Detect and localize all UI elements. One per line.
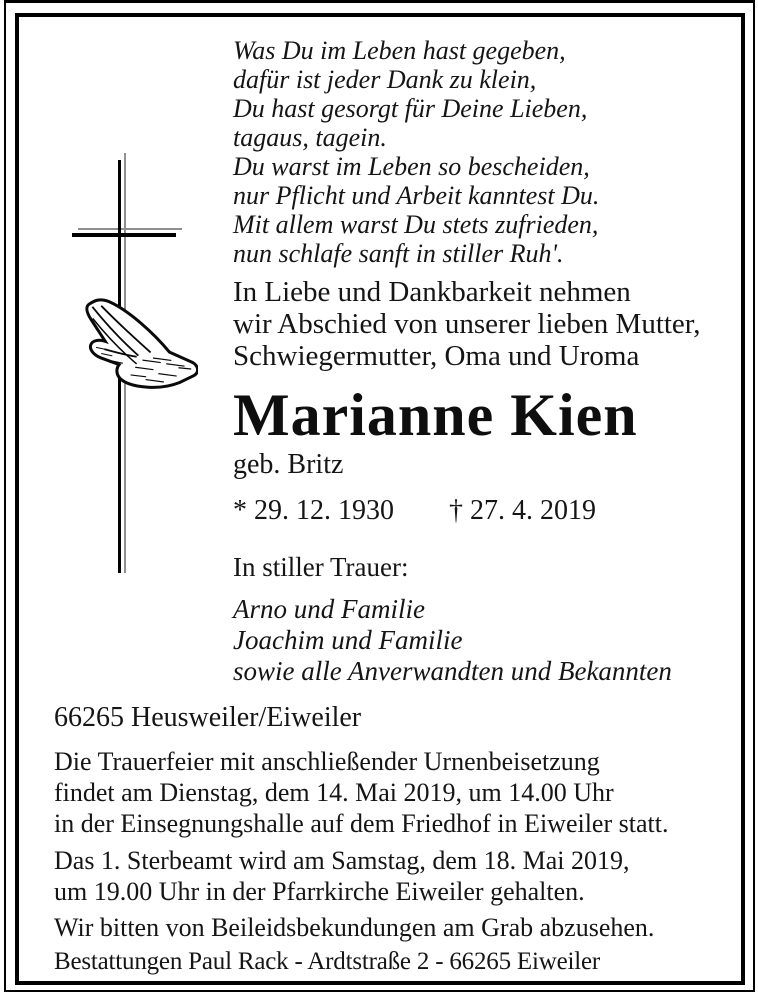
mourner-line: Arno und Familie	[233, 594, 425, 624]
funeral-line: in der Einsegnungshalle auf dem Friedhof in Eiweiler statt.	[54, 809, 669, 838]
funeral-line: Die Trauerfeier mit anschließender Urnenbeisetzung	[54, 747, 600, 776]
life-dates	[233, 496, 733, 526]
condolence-note: Wir bitten von Beileidsbekundungen am Grab abzusehen.	[54, 913, 655, 942]
mourners-list	[233, 594, 733, 687]
praying-hands-icon	[72, 285, 198, 425]
mourner-line: sowie alle Anverwandten und Bekannten	[233, 656, 672, 686]
poem-line: Du hast gesorgt für Deine Lieben,	[233, 94, 588, 123]
mourner-line: Joachim und Familie	[233, 625, 463, 655]
death-date: † 27. 4. 2019	[449, 495, 596, 526]
details-block	[54, 702, 714, 977]
mass-line: Das 1. Sterbeamt wird am Samstag, dem 18. Mai 2019,	[54, 846, 630, 875]
memorial-figure	[50, 135, 220, 590]
undertaker-line: Bestattungen Paul Rack - Ardtstraße 2 - 66265 Eiweiler	[54, 948, 601, 975]
deceased-name: Marianne Kien	[233, 382, 638, 448]
mourning-heading: In stiller Trauer:	[233, 552, 409, 582]
mass-details	[54, 845, 714, 907]
poem-line: Du warst im Leben so bescheiden,	[233, 152, 590, 181]
birth-date: * 29. 12. 1930	[233, 495, 394, 526]
poem-line: nur Pflicht und Arbeit kanntest Du.	[233, 181, 600, 210]
poem-line: tagaus, tagein.	[233, 123, 387, 152]
announcement-column	[233, 36, 733, 687]
maiden-name: geb. Britz	[233, 449, 344, 480]
poem-line: nun schlafe sanft in stiller Ruh'.	[233, 239, 564, 268]
memorial-poem	[233, 36, 733, 268]
funeral-line: findet am Dienstag, dem 14. Mai 2019, um 14.00 Uhr	[54, 778, 614, 807]
poem-line: dafür ist jeder Dank zu klein,	[233, 65, 537, 94]
mass-line: um 19.00 Uhr in der Pfarrkirche Eiweiler gehalten.	[54, 877, 585, 906]
poem-line: Mit allem warst Du stets zufrieden,	[233, 210, 599, 239]
poem-line: Was Du im Leben hast gegeben,	[233, 36, 566, 65]
dedication-line: Schwiegermutter, Oma und Uroma	[233, 340, 640, 372]
location-line: 66265 Heusweiler/Eiweiler	[54, 702, 362, 733]
funeral-details	[54, 746, 714, 839]
dedication-line: In Liebe und Dankbarkeit nehmen	[233, 276, 631, 308]
dedication-line: wir Abschied von unserer lieben Mutter,	[233, 308, 701, 340]
dedication-text	[233, 276, 733, 372]
